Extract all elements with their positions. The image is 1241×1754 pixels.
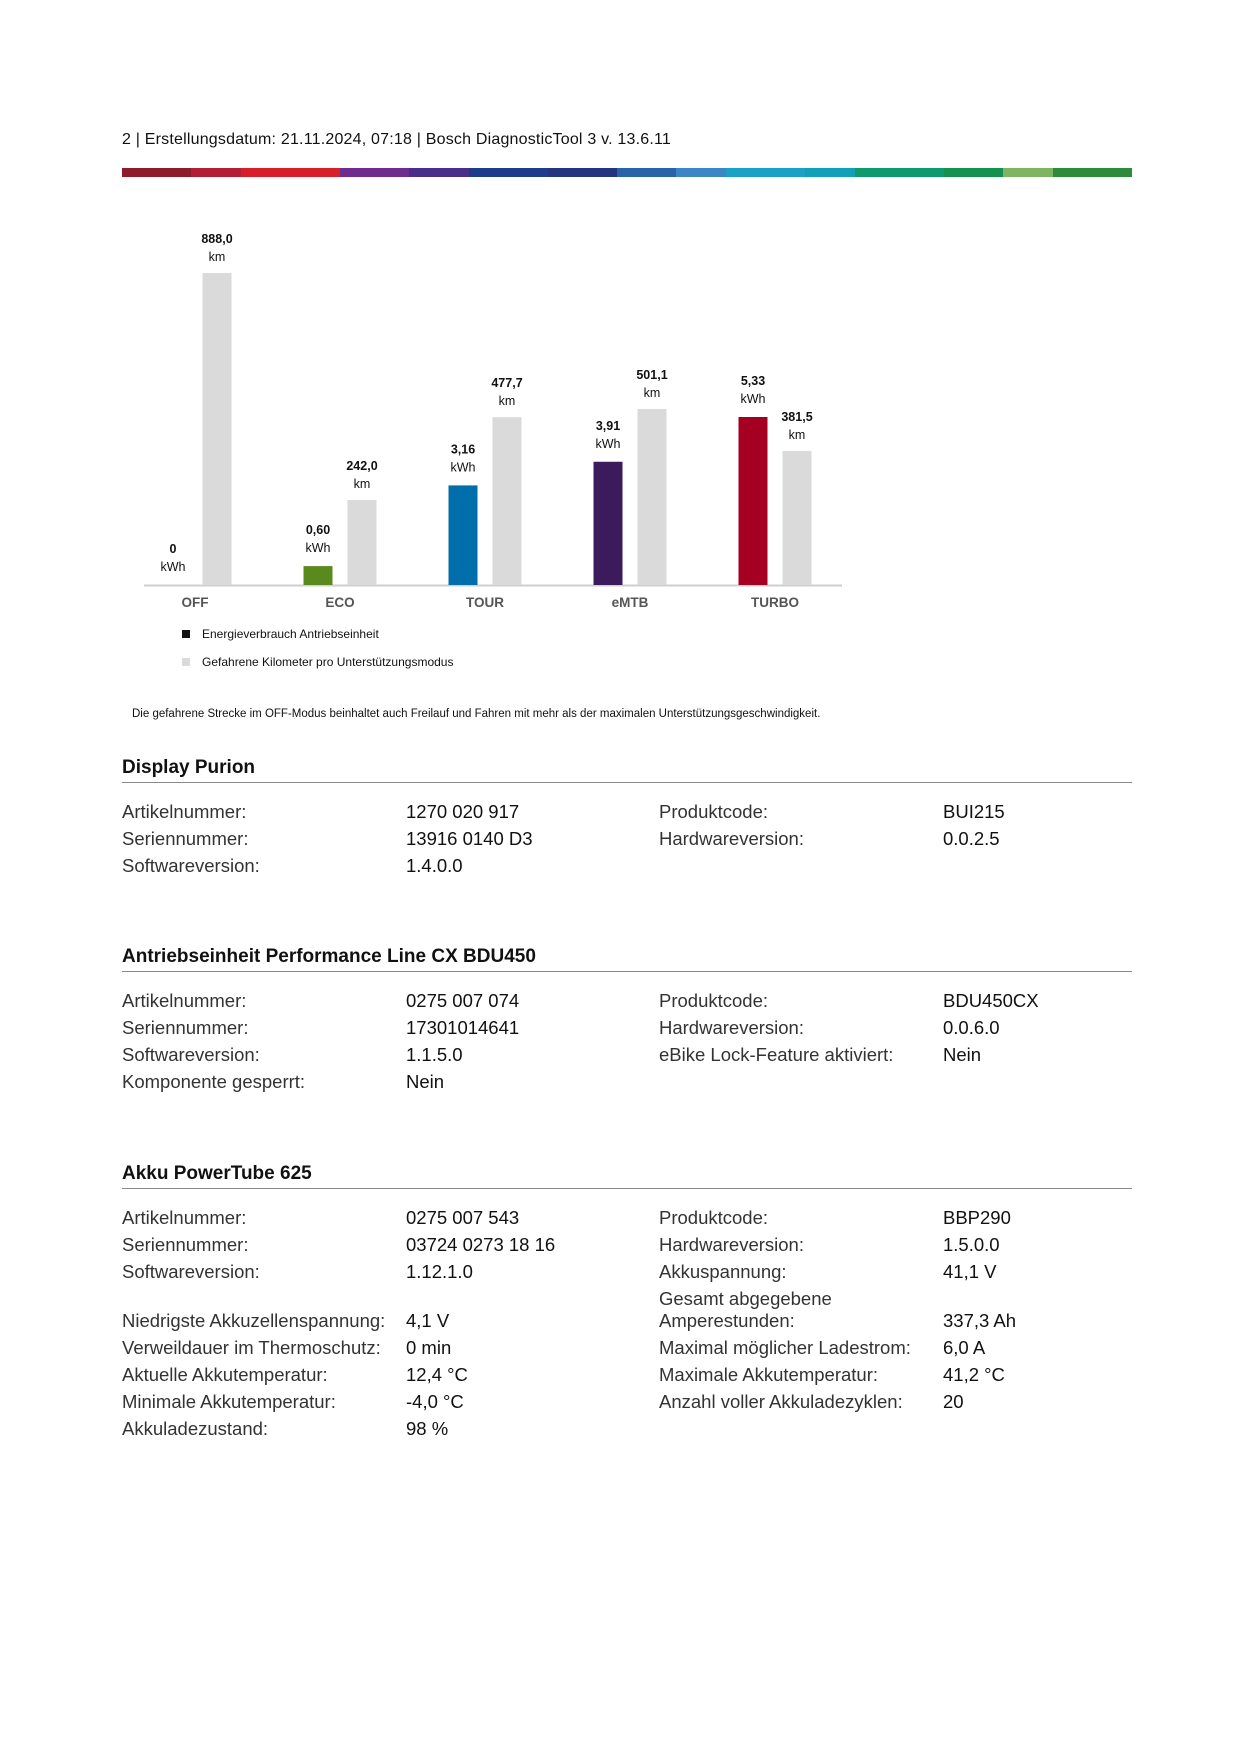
legend-label-energy: Energieverbrauch Antriebseinheit [202, 627, 379, 641]
color-bar-segment [409, 168, 468, 177]
spec-value: 20 [943, 1391, 964, 1412]
category-tick-label: eMTB [611, 595, 649, 610]
energy-unit-label: kWh [450, 460, 476, 475]
energy-unit-label: kWh [160, 560, 186, 574]
spec-row [122, 1234, 1132, 1261]
spec-value: 1.5.0.0 [943, 1234, 1000, 1255]
spec-value: Nein [943, 1044, 982, 1065]
distance-bar [638, 409, 667, 585]
spec-label: Maximal möglicher Ladestrom: [659, 1337, 911, 1358]
section-battery [122, 1163, 1132, 1445]
distance-value-label: 242,0 [346, 458, 378, 473]
spec-value: BBP290 [943, 1207, 1011, 1228]
spec-value: 4,1 V [406, 1310, 450, 1331]
spec-row [122, 1337, 1132, 1364]
spec-value: BUI215 [943, 801, 1005, 822]
section-title: Antriebseinheit Performance Line CX BDU450 [122, 946, 1132, 972]
color-bar-segment [676, 168, 726, 177]
category-tick-label: ECO [325, 595, 355, 610]
spec-label: Softwareversion: [122, 855, 260, 876]
spec-label: Seriennummer: [122, 1234, 249, 1255]
spec-row [122, 1364, 1132, 1391]
section-display [122, 757, 1132, 882]
color-bar-segment [805, 168, 855, 177]
color-bar-segment [548, 168, 617, 177]
spec-value: 1.4.0.0 [406, 855, 463, 876]
spec-label: Artikelnummer: [122, 1207, 247, 1228]
spec-label: Produktcode: [659, 1207, 769, 1228]
color-bar-segment [469, 168, 548, 177]
legend-swatch-distance [182, 658, 190, 666]
distance-bar [493, 417, 522, 585]
section-drive-unit [122, 946, 1132, 1098]
spec-value: 0275 007 074 [406, 990, 520, 1011]
brand-color-bar [122, 168, 1132, 177]
category-tick-label: TOUR [465, 595, 505, 610]
spec-grid [122, 1207, 1132, 1445]
distance-unit-label: km [353, 476, 371, 491]
spec-label: Hardwareversion: [659, 1017, 804, 1038]
energy-value-label: 3,16 [450, 442, 476, 457]
spec-value: -4,0 °C [406, 1391, 464, 1412]
section-title: Akku PowerTube 625 [122, 1163, 1132, 1189]
spec-value: 03724 0273 18 16 [406, 1234, 556, 1255]
spec-value: 98 % [406, 1418, 449, 1439]
spec-value: 1270 020 917 [406, 801, 520, 822]
spec-label: Hardwareversion: [659, 1234, 804, 1255]
color-bar-segment [340, 168, 409, 177]
distance-value-label: 501,1 [636, 367, 668, 382]
category-tick-label: TURBO [751, 595, 799, 610]
color-bar-segment [726, 168, 805, 177]
color-bar-segment [1053, 168, 1132, 177]
distance-bar [203, 273, 232, 585]
section-title: Display Purion [122, 757, 1132, 783]
spec-label: Seriennummer: [122, 1017, 249, 1038]
spec-label: Produktcode: [659, 990, 769, 1011]
spec-label: Akkuspannung: [659, 1261, 787, 1282]
energy-unit-label: kWh [305, 541, 331, 556]
color-bar-segment [944, 168, 1003, 177]
spec-value: 1.1.5.0 [406, 1044, 463, 1065]
distance-value-label: 477,7 [491, 376, 523, 391]
energy-value-label: 0,60 [305, 523, 331, 538]
distance-unit-label: km [643, 385, 661, 400]
spec-value: Nein [406, 1071, 445, 1092]
distance-value-label: 888,0 [201, 232, 233, 246]
spec-label: Gesamt abgegebene Amperestunden: [659, 1288, 832, 1331]
legend-swatch-energy [182, 630, 190, 638]
energy-unit-label: kWh [595, 436, 621, 451]
spec-row [122, 801, 1132, 828]
color-bar-segment [122, 168, 191, 177]
energy-bar [594, 462, 623, 585]
energy-bar [739, 417, 768, 585]
distance-value-label: 381,5 [781, 409, 813, 424]
spec-value: 0 min [406, 1337, 452, 1358]
distance-unit-label: km [498, 394, 516, 409]
spec-value: 0.0.2.5 [943, 828, 1000, 849]
spec-label: Produktcode: [659, 801, 769, 822]
energy-value-label: 3,91 [595, 418, 621, 433]
spec-grid [122, 990, 1132, 1098]
spec-label: Aktuelle Akkutemperatur: [122, 1364, 328, 1385]
spec-label: Hardwareversion: [659, 828, 804, 849]
energy-value-label: 0 [169, 542, 177, 556]
chart-footnote: Die gefahrene Strecke im OFF-Modus beinhaltet auch Freilauf und Fahren mit mehr als der maximalen Unterstützungsgeschwindigkeit. [132, 708, 821, 720]
distance-unit-label: km [208, 250, 226, 264]
spec-label: Artikelnummer: [122, 990, 247, 1011]
spec-value: 6,0 A [943, 1337, 986, 1358]
spec-grid [122, 801, 1132, 882]
spec-label: Artikelnummer: [122, 801, 247, 822]
spec-row [122, 1261, 1132, 1288]
spec-row [122, 1288, 1132, 1337]
spec-row [122, 1418, 1132, 1445]
spec-value: 13916 0140 D3 [406, 828, 533, 849]
color-bar-segment [1003, 168, 1053, 177]
spec-row [122, 828, 1132, 855]
spec-value: 41,2 °C [943, 1364, 1005, 1385]
energy-unit-label: kWh [740, 392, 766, 406]
legend-label-distance: Gefahrene Kilometer pro Unterstützungsmodus [202, 655, 454, 669]
spec-row [122, 990, 1132, 1017]
spec-label: Softwareversion: [122, 1261, 260, 1282]
spec-row [122, 1207, 1132, 1234]
energy-bar [304, 566, 333, 585]
color-bar-segment [617, 168, 676, 177]
spec-value: 1.12.1.0 [406, 1261, 473, 1282]
color-bar-segment [241, 168, 340, 177]
spec-value: 17301014641 [406, 1017, 520, 1038]
page-header: 2 | Erstellungsdatum: 21.11.2024, 07:18 | Bosch DiagnosticTool 3 v. 13.6.11 [122, 131, 671, 148]
spec-label: eBike Lock-Feature aktiviert: [659, 1044, 894, 1065]
spec-label: Verweildauer im Thermoschutz: [122, 1337, 381, 1358]
energy-value-label: 5,33 [740, 374, 766, 388]
spec-value: 337,3 Ah [943, 1310, 1017, 1331]
spec-row [122, 1071, 1132, 1098]
spec-label: Softwareversion: [122, 1044, 260, 1065]
category-tick-label: OFF [181, 595, 209, 610]
distance-unit-label: km [788, 427, 806, 442]
spec-label: Seriennummer: [122, 828, 249, 849]
spec-value: 12,4 °C [406, 1364, 468, 1385]
energy-bar [449, 485, 478, 585]
spec-row [122, 1044, 1132, 1071]
spec-label: Anzahl voller Akkuladezyklen: [659, 1391, 903, 1412]
color-bar-segment [855, 168, 944, 177]
spec-label: Minimale Akkutemperatur: [122, 1391, 336, 1412]
spec-label: Komponente gesperrt: [122, 1071, 306, 1092]
spec-value: 0275 007 543 [406, 1207, 520, 1228]
spec-value: 0.0.6.0 [943, 1017, 1000, 1038]
spec-value: 41,1 V [943, 1261, 997, 1282]
spec-label: Niedrigste Akkuzellenspannung: [122, 1310, 386, 1331]
spec-label: Maximale Akkutemperatur: [659, 1364, 879, 1385]
spec-value: BDU450CX [943, 990, 1039, 1011]
energy-distance-chart [122, 222, 862, 682]
spec-row [122, 1017, 1132, 1044]
distance-bar [348, 500, 377, 585]
spec-row [122, 855, 1132, 882]
color-bar-segment [191, 168, 241, 177]
spec-row [122, 1391, 1132, 1418]
distance-bar [783, 451, 812, 585]
spec-label: Akkuladezustand: [122, 1418, 269, 1439]
